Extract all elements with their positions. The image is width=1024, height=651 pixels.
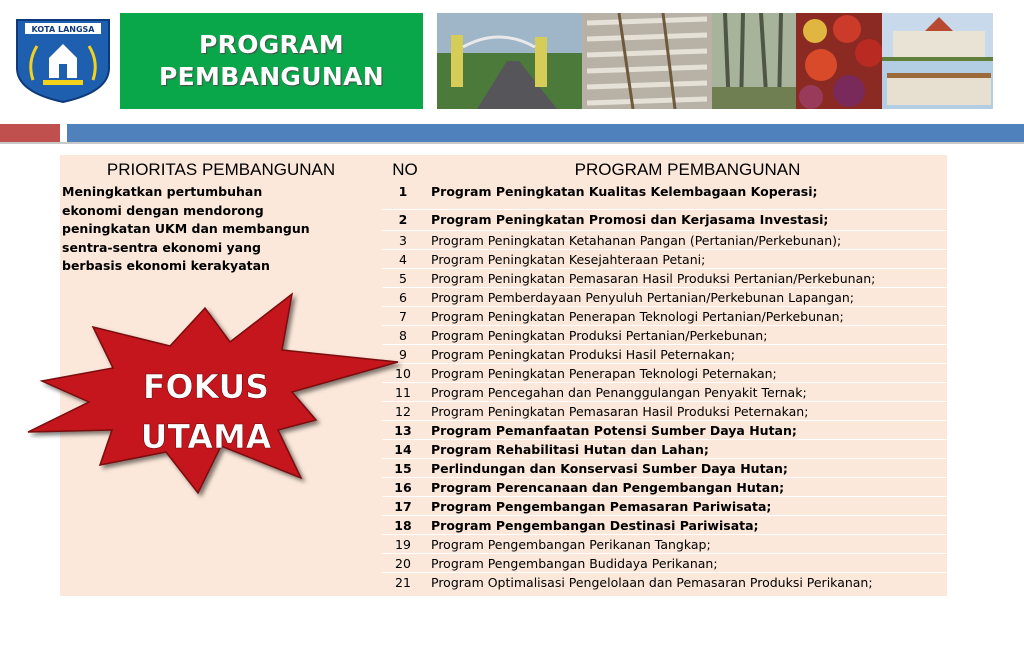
table-row: [382, 249, 947, 269]
row-number: 16: [394, 480, 412, 495]
row-number: 15: [394, 461, 412, 476]
row-program: Program Optimalisasi Pengelolaan dan Pemasaran Produksi Perikanan;: [431, 575, 873, 590]
accent-band-right: [67, 124, 1024, 142]
row-number: 20: [395, 556, 411, 571]
table-row: [382, 572, 947, 592]
title-line-2: PEMBANGUNAN: [159, 62, 384, 91]
row-program: Program Peningkatan Penerapan Teknologi Pertanian/Perkebunan;: [431, 309, 844, 324]
table-row: [382, 420, 947, 440]
row-number: 13: [394, 423, 412, 438]
table-row: [382, 401, 947, 421]
row-number: 17: [394, 499, 412, 514]
row-number: 12: [395, 404, 411, 419]
accent-band-left: [0, 124, 60, 142]
title-banner: [120, 13, 423, 109]
row-program: Program Pengembangan Budidaya Perikanan;: [431, 556, 718, 571]
row-program: Program Perencanaan dan Pengembangan Hutan;: [431, 480, 785, 495]
table-row: [382, 382, 947, 402]
row-number: 5: [399, 271, 407, 286]
kota-langsa-logo: [15, 18, 111, 104]
priority-line: peningkatan UKM dan membangun: [62, 221, 310, 237]
row-number: 9: [399, 347, 407, 362]
table-row: [382, 287, 947, 307]
table-row: [382, 344, 947, 364]
table-row: [382, 306, 947, 326]
row-number: 11: [395, 385, 411, 400]
row-program: Program Pencegahan dan Penanggulangan Penyakit Ternak;: [431, 385, 807, 400]
row-number: 3: [399, 233, 407, 248]
badge-line-2: UTAMA: [140, 417, 272, 456]
row-number: 18: [394, 518, 412, 533]
priority-line: ekonomi dengan mendorong: [62, 202, 264, 218]
row-program: Program Pengembangan Destinasi Pariwisata;: [431, 518, 759, 533]
table-row: [382, 182, 947, 209]
table-row: [382, 534, 947, 554]
logo-text: KOTA LANGSA: [31, 25, 95, 34]
fokus-utama-badge: [20, 290, 420, 500]
table-row: [382, 477, 947, 497]
row-program: Program Peningkatan Penerapan Teknologi Peternakan;: [431, 366, 777, 381]
table-row: [382, 553, 947, 573]
title-line-1: PROGRAM: [199, 30, 344, 59]
table-row: [382, 496, 947, 516]
table-row: [382, 325, 947, 345]
row-program: Program Pengembangan Perikanan Tangkap;: [431, 537, 711, 552]
row-program: Program Pemanfaatan Potensi Sumber Daya Hutan;: [431, 423, 797, 438]
priority-line: Meningkatkan pertumbuhan: [62, 184, 263, 199]
row-number: 8: [399, 328, 407, 343]
header-priority: PRIORITAS PEMBANGUNAN: [106, 160, 336, 179]
market-produce-photo: [796, 13, 883, 109]
table-row: [382, 363, 947, 383]
band-divider: [0, 142, 1024, 144]
row-program: Program Peningkatan Produksi Pertanian/Perkebunan;: [431, 328, 768, 343]
table-row: [382, 209, 947, 229]
row-number: 4: [399, 252, 407, 267]
row-program: Program Peningkatan Kualitas Kelembagaan Koperasi;: [431, 184, 818, 199]
row-number: 21: [395, 575, 411, 590]
row-program: Program Peningkatan Kesejahteraan Petani;: [431, 252, 706, 267]
priority-description: [62, 183, 312, 276]
table-row: [382, 458, 947, 478]
row-program: Program Peningkatan Promosi dan Kerjasama Investasi;: [431, 212, 829, 227]
header-program: PROGRAM PEMBANGUNAN: [574, 160, 801, 179]
row-program: Program Rehabilitasi Hutan dan Lahan;: [431, 442, 709, 457]
table-row: [382, 268, 947, 288]
row-number: 10: [395, 366, 411, 381]
table-row: [382, 230, 947, 250]
priority-line: sentra-sentra ekonomi yang: [62, 239, 261, 255]
road-gate-photo: [437, 13, 582, 109]
row-program: Program Peningkatan Pemasaran Hasil Produksi Pertanian/Perkebunan;: [431, 271, 876, 286]
table-row: [382, 439, 947, 459]
fish-drying-photo: [582, 13, 712, 109]
row-number: 1: [398, 184, 408, 199]
priority-line: berbasis ekonomi kerakyatan: [62, 258, 270, 274]
row-number: 7: [399, 309, 407, 324]
row-program: Program Peningkatan Produksi Hasil Peternakan;: [431, 347, 735, 362]
rubber-plantation-photo: [712, 13, 796, 109]
row-program: Program Pengembangan Pemasaran Pariwisata;: [431, 499, 772, 514]
row-program: Program Peningkatan Ketahanan Pangan (Pertanian/Perkebunan);: [431, 233, 842, 248]
badge-line-1: FOKUS: [142, 367, 270, 406]
building-photo: [882, 13, 993, 109]
row-number: 19: [395, 537, 411, 552]
row-number: 6: [399, 290, 407, 305]
header-no: NO: [392, 160, 418, 179]
photo-strip: [437, 13, 993, 109]
row-number: 2: [398, 212, 408, 227]
table-row: [382, 515, 947, 535]
row-program: Program Pemberdayaan Penyuluh Pertanian/Perkebunan Lapangan;: [431, 290, 855, 305]
row-number: 14: [394, 442, 412, 457]
row-program: Perlindungan dan Konservasi Sumber Daya Hutan;: [431, 461, 788, 476]
page-title: [159, 29, 384, 93]
row-program: Program Peningkatan Pemasaran Hasil Produksi Peternakan;: [431, 404, 809, 419]
